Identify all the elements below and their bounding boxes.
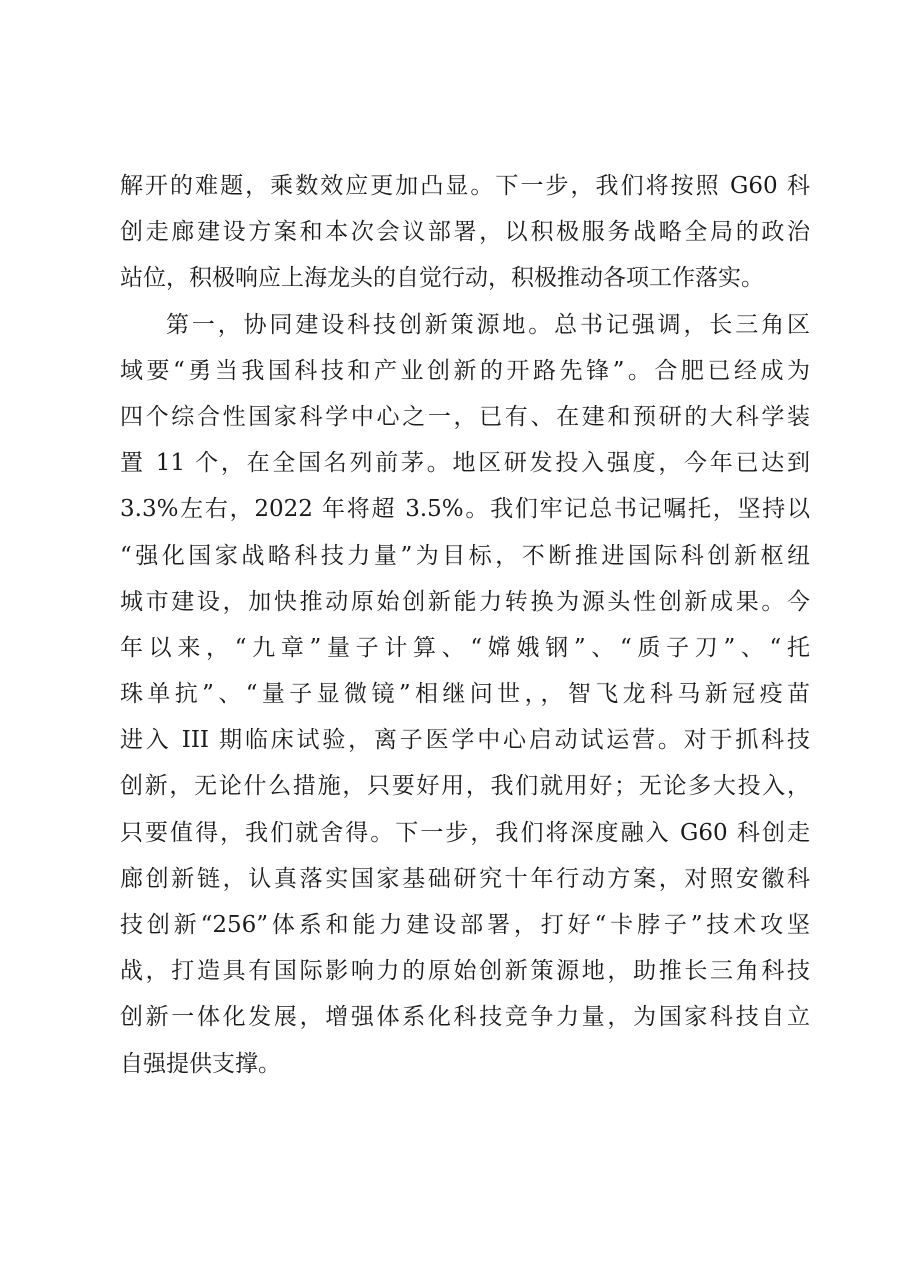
text-line: 珠单抗”、“量子显微镜”相继问世，，智飞龙科马新冠疫苗 bbox=[120, 681, 810, 708]
text-line: 创新一体化发展，增强体系化科技竞争力量，为国家科技自立 bbox=[120, 1004, 810, 1031]
text-line: 技创新“256”体系和能力建设部署，打好“卡脖子”技术攻坚 bbox=[120, 912, 810, 938]
text-line: 站位，积极响应上海龙头的自觉行动，积极推动各项工作落实。 bbox=[120, 265, 764, 292]
text-line: 域要“勇当我国科技和产业创新的开路先锋”。合肥已经成为 bbox=[120, 357, 810, 384]
text-line: 3.3%左右，2022 年将超 3.5%。我们牢记总书记嘱托，坚持以 bbox=[120, 496, 810, 523]
paragraph-first-line: 第一，协同建设科技创新策源地。总书记强调，长三角区 bbox=[166, 311, 810, 338]
text-line: 进入 III 期临床试验，离子医学中心启动试运营。对于抓科技 bbox=[120, 727, 810, 754]
text-line: 创新，无论什么措施，只要好用，我们就用好；无论多大投入， bbox=[120, 773, 810, 800]
text-line: 廊创新链，认真落实国家基础研究十年行动方案，对照安徽科 bbox=[120, 865, 810, 892]
body-text bbox=[120, 163, 810, 1087]
text-line: 战，打造具有国际影响力的原始创新策源地，助推长三角科技 bbox=[120, 958, 810, 985]
text-line: 年以来，“九章”量子计算、“嫦娥钢”、“质子刀”、“托 bbox=[120, 634, 810, 661]
text-line: 四个综合性国家科学中心之一，已有、在建和预研的大科学装 bbox=[120, 403, 810, 430]
text-line: 解开的难题，乘数效应更加凸显。下一步，我们将按照 G60 科 bbox=[120, 173, 810, 199]
text-line: 自强提供支撑。 bbox=[120, 1050, 281, 1077]
text-line: 城市建设，加快推动原始创新能力转换为源头性创新成果。今 bbox=[120, 588, 810, 615]
text-line: “强化国家战略科技力量”为目标，不断推进国际科创新枢纽 bbox=[120, 542, 810, 569]
text-line: 置 11 个，在全国名列前茅。地区研发投入强度，今年已达到 bbox=[120, 450, 810, 477]
text-line: 只要值得，我们就舍得。下一步，我们将深度融入 G60 科创走 bbox=[120, 819, 810, 846]
text-line: 创走廊建设方案和本次会议部署，以积极服务战略全局的政治 bbox=[120, 219, 810, 246]
